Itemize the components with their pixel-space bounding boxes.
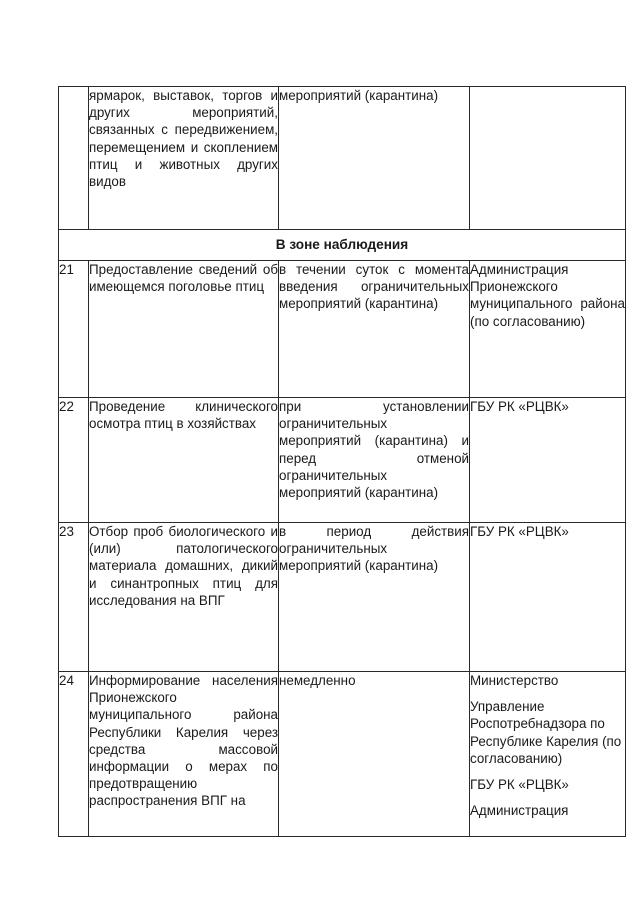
responsible-entry: Администрация Прионежского муниципального района (по согласованию): [470, 262, 625, 329]
row-number: 23: [59, 523, 89, 672]
responsible-cell: [470, 672, 626, 837]
responsible-cell: [470, 261, 626, 398]
responsible-cell: [470, 398, 626, 523]
responsible-entry: Управление Роспотребнадзора по Республике Карелия (по согласованию): [470, 699, 622, 766]
term-cell: мероприятий (карантина): [279, 87, 470, 230]
responsible-cell: [470, 523, 626, 672]
table-row: [59, 261, 626, 398]
measure-cell: Проведение клинического осмотра птиц в хозяйствах: [89, 398, 279, 523]
row-number: 21: [59, 261, 89, 398]
term-cell: при установлении ограничительных мероприятий (карантина) и перед отменой ограничительных мероприятий (карантина): [279, 398, 470, 523]
term-cell: немедленно: [279, 672, 470, 837]
row-number: [59, 87, 89, 230]
table-row: [59, 87, 626, 230]
responsible-entry: ГБУ РК «РЦВК»: [470, 524, 569, 539]
responsible-entry: ГБУ РК «РЦВК»: [470, 777, 569, 793]
row-number: 22: [59, 398, 89, 523]
term-cell: в период действия ограничительных мероприятий (карантина): [279, 523, 470, 672]
responsible-entry: Министерство: [470, 673, 559, 688]
responsible-cell: [470, 87, 626, 230]
measure-cell: Информирование населения Прионежского муниципального района Республики Карелия через средства массовой информации о мерах по предотвращению распространения ВПГ на: [89, 672, 279, 837]
measures-table: [58, 86, 626, 837]
table-row: [59, 398, 626, 523]
row-number: 24: [59, 672, 89, 837]
measure-cell: ярмарок, выставок, торгов и других мероприятий, связанных с передвижением, перемещением и скоплением птиц и животных других видов: [89, 87, 279, 230]
section-header-row: [59, 230, 626, 261]
term-cell: в течении суток с момента введения ограничительных мероприятий (карантина): [279, 261, 470, 398]
responsible-entry: Администрация: [470, 803, 569, 819]
table-row: [59, 523, 626, 672]
measure-cell: Отбор проб биологического и (или) патологического материала домашних, дикий и синантропных птиц для исследования на ВПГ: [89, 523, 279, 672]
table-row: [59, 672, 626, 837]
section-title: В зоне наблюдения: [59, 230, 626, 261]
responsible-entry: ГБУ РК «РЦВК»: [470, 399, 569, 414]
measure-cell: Предоставление сведений об имеющемся поголовье птиц: [89, 261, 279, 398]
